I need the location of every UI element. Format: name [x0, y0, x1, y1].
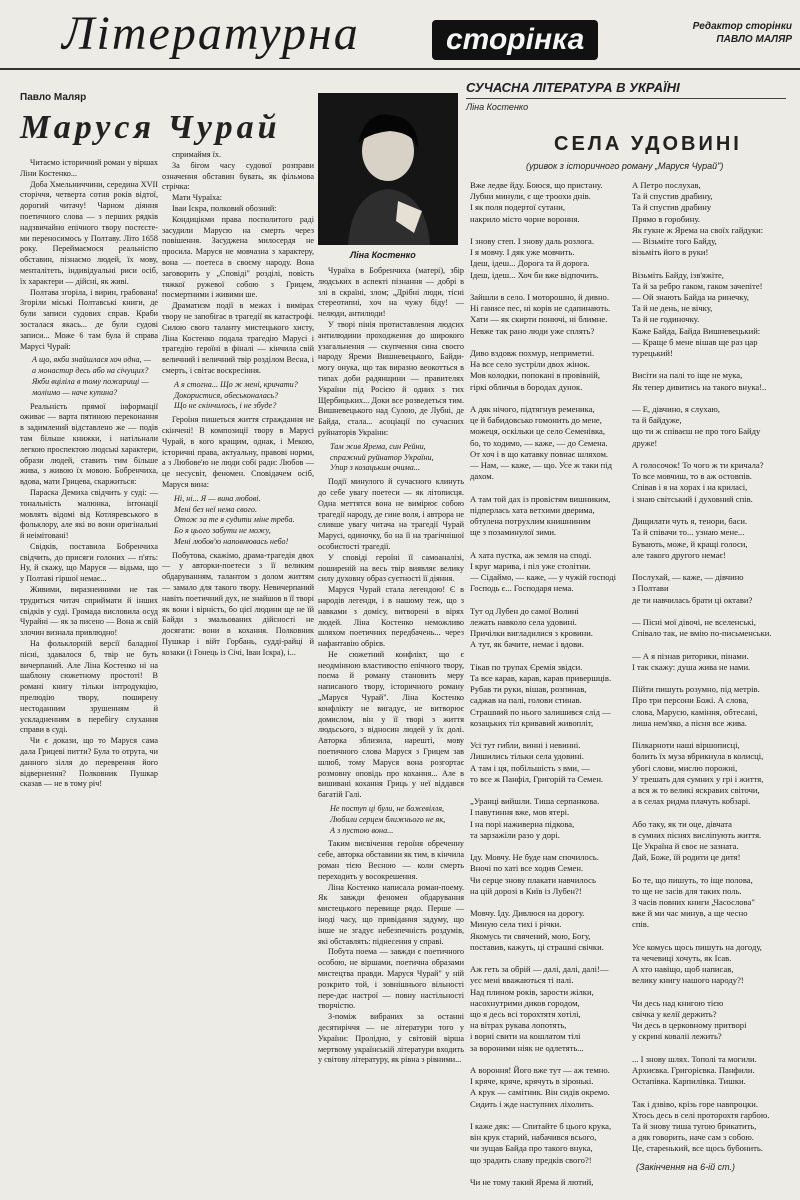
section-title-box: сторінка	[432, 20, 598, 60]
paragraph: Героїня пишеться життя страждання не скінчені! В композиції твору в Марусі Чурай, в кого кращим, однак, і Мекою, історичні права, актуальну, правові норми, а з Любове'ю не люди собі ради: Любов — це несусвіт, феномен. Сповідачем осіб, Маруся вина:	[162, 415, 314, 489]
left-column-2	[162, 150, 314, 1190]
verse: А що, якби знайшлася хоч одна, — а монастир десь або на січущих? Якби вціліла в тому пожарищі — моліимо — наче купина?	[32, 355, 152, 397]
paragraph: Живими, виразнеиними не так трудиться читач сприймати й інших свідків у суді. Громада висловила осуд Чурайні — як за писено — Вона ж свій злочин визнала привлюдно!	[20, 585, 158, 638]
verse: Не поступ ці були, не божевілля, Любили серцем ближнього не як, А з пустою вона...	[330, 804, 446, 835]
paragraph: Мати Чураїха:	[172, 193, 223, 203]
paragraph: Побута поема — завжди є поетичного особою, не віршами, поетична образами мистецтва правди. Маруся Чурай" у ній розкрито той, і зовнішнього вільності пере-дає настрої — повну настільності творчістю.	[318, 947, 464, 1011]
series-title: СУЧАСНА ЛІТЕРАТУРА В УКРАЇНІ	[466, 80, 680, 95]
paragraph: Реальність прямої інформації оживає — варта пятиною переконання в задимлений відставлено же — подів там більше книжки, і натільнали легкою проспектою людські характери, образи людей, ставить тим більше жива, з живою їх мовою. Бобренчиха, вдова, мати Грицева, скаржиться:	[20, 401, 158, 487]
paragraph: За бігом часу судової розправи означення обставин бувать, як фільмова стрічка:	[162, 160, 314, 192]
author-photo	[318, 93, 458, 245]
paragraph: Ліна Костенко написала роман-поему. Як завжди феномен обдарування мистецького перевище рядо. Перше — іноді часу, що привідання задуму, що інше не згадує небезпечність роздумів, які обставлять: піднесення у справі.	[318, 882, 464, 946]
photo-caption: Ліна Костенко	[350, 250, 416, 260]
verse: Ні, ні... Я — вина любові. Мені без неї нема свого. Отож за те я судити міне треба. Бо я цього забути не можу, Мені любов'ю наповнювась небо!	[174, 493, 295, 546]
paragraph: Іваи Іскра, полковий обозний:	[172, 203, 277, 213]
editor-name: ПАВЛО МАЛЯР	[716, 34, 792, 45]
left-column-1	[20, 158, 158, 1198]
editor-label: Редактор сторінки	[692, 21, 792, 32]
paragraph: Доба Хмельниччини, середина XVII сторіччя, четверта сотня років відтої, дорогий читачу! Чарном діяння поетичного слова — з перших рядків надзвичайно епічного твору постєсте-ми переносимось у Полтаву. Літо 1658 року. Переймаємося реальністю обставин, пізнаємо людей, їх мову, менталітеть, індивідуальні риси осіб, їх характери — дійсні, як живі.	[20, 179, 158, 286]
paragraph: Події минулого й сучасного клинуть до себе увагу поетеси — як літописця. Одна меттятся вона не вимірює собою трагедії народу, де гине воля, і автрора не сливше увагу читача на трагедії Чурай Марусі, одиночку, бо на її на трагічнішої особистості трагедії.	[318, 477, 464, 551]
poem-column-left: Вже ледве йду. Боюся, що пристану. Лубни минули, є ще троохи днів. І як поля подертої сутани, накрило місто чорне вороння. І знову степ. І знову даль розлога. І я мовчу. І дяк уже мовчить. Ідеш, ідеш... Дорога та й дорога. Ідеш, ідеш... Хоч би вже відпочить. Зайшли в село. І моторошно, й дивно. Ні ганисе пес, ні корів не сдапинають. Хати — як скирти понючі, ні блимне. Невже так рано люди уже сплять? Диво вздовж похмур, неприметні. На все село зустріли двох жінок. Мов колодки, попокані в провівній, гіркі обличья в бородах дунок. А дяк нічого, підтягнув ременика, це й бабидовсько гомонить до мене, можеця, оскільки це село Семенівка, бо, то ходимо, — каже, — до Семена. От хоч і в що катавку повнає шляхом. — Нам, — каже, — що. Усе ж таки під дахом. А там той дах із провістям вишниким, підперлась хата ветхими дверима, обтулена потрухлим книшниним ще з позаминулої зими. А хата пустка, аж земля на споді. І круг марива, і піл уже столітни. — Сідаймо, — каже, — у чужій господі Господь є... Господаря нема. Тут од Лубен до самої Волині лежать навколо села удовині. Причілки вигладилися з кровини. А тут, як бачите, немає і вдови. Тікав по трупах Єремія звідси. Та все карав, карав, карав привершців. Рубав ти руки, вішав, розпинав, саджав на палі, голови стинав. Страшний по нього залишився слід — козацьких тіл кривавий живопліт, Усі тут гибли, винні і невинні. Лишились тільки села удовині. А там і ця, побільшість з вми, — то все ж Панфіл, Григорій та Семен. „Уранці вийшли. Тиша серпанкова. І павутиння вже, мов ятері. І на порі наживерна підкова, та зарзажіли разо у дорі. Іду. Мовчу. Не буде нам спочилось. Вночі по хаті все ходив Семен. Чи серце знову плакати навчилось на цій дорозі в Київ із Лубен?! Мовчу. Іду. Дивлюся на дорогу. Миную села тихі і річки. Якомусь ти свячений, мою, Богу, поставив, кажуть, ці страшні свічки. Аж геть за обрій — далі, далі, далі!— уєс мені вважаються ті палі. Над плином років, зарости жілки, насохнутрими диков городом, що я десь всі торохтятя хотілі, на вітрах рукава лопотять, і ворні свити на кошлатом тілі за вороними ніяк не одлетять... А вороння! Його вже тут — аж темно. І кряче, кряче, крячуть в зіронькі. А крук — самітник. Він сидів окремо. Сидить і жде наступних ліхолить. І каже дяк: — Спитайте б цього крука, він крук старий, набачився всього, чи зущав Байда про такого внука, що зрадить славу предків свого?! Чи не тому такий Ярема й лютий,	[470, 180, 617, 1188]
series-rule	[466, 98, 786, 99]
verse: Там жив Ярема, син Рейни, спражний руйнатор України, Упир з козацьким очима...	[330, 441, 434, 473]
poem-column-right: А Петро послухав, Та й спустив драбину, Та й спустив драбину Прямо в горобину. Як гукне ж Ярема на своїх гайдуки: — Візьміте того Байду, візьміть його в руки! Візьміть Байду, ізв'яжіте, Та й за ребро гаком, гаком зачепіте! — Ой знають Байда на ринечку, Та й не день, не вічку, Та й не годиночку. Каже Байда, Байда Вишневецький: — Краще б мене вішав ще раз цар турецький! Висіти на палі то іще не мука, Як тепер дивитись на такого внука!.. — Е, дівчино, я слухаю, та й байдуже, що ти ж співаєш не про того Байду друже! А голосочок! То чого ж ти кричала? То все мовчиш, то в аж остовпів. Співав і я на хорах і на криласі, і знаю світський і духовний спів. Дищилати чуть я, тенори, баси. Та й співачи то... узнаю мене... Бувають, може, й кращі голоси, але такого другого немає! Послухай, — каже, — дівчино з Полтави де ти навчилась брати ці октави? — Пісні мої дівочі, не вселенські, Співало так, не вмію по-письменськи. — А я пізнав риторики, пінами. І так скажу: душа жива не нами. Пійти пишуть розумно, під метрів. Про три персони Божі. А слова, слова, Марусю, каміння, обтесані, лиша нем'яко, а пісня все жива. Пілкарноти наші віршописці, болить їх муза вбрикнула в колисці, убогі слови, мислю порожні, У трешать для сумних у грі і життя, а вся ж то великі яскравих світочи, а в селах ридма плачуть кобзарі. Або таку, як ти оце, дівчата в сумних піснях висліпують життя. Це Україна й своє не зазната. Дай, Боже, їй родити це дитя! Бо те, що пишуть, то іще полова, то ще не засів для таких поль. З часів повних книги „Часослова" вже й ми час минув, а ще чесно спів. Усе комусь щось пишуть на догоду, та чечевиці хочуть, як Ісав. А хто навіщо, щоб написав, велику книгу нашого народу?! Чи десь над книгою тією свічка у келії держить? Чи десь в церковному притворі у скрині коваліі лежить? ... І знову шлях. Тополі та могили. Архиєвка. Григорієвка. Панфили. Остапівка. Карпилівка. Тишки. Так і дзвіво, крізь горе навпроцки. Хтось десь в селі проторохтя гарбою. Та й знову тиша тугою брикатить, а дяк говорить, наче сам з собою. Це, старенький, все щось бубонить.	[632, 180, 772, 1154]
paragraph: Чураїха в Бобренчиха (матері), збір людських в аспекті пізнання — добрі в злі в скраїні, злом; „Дрібні люди, тісні стереотипні, хоч на чужу біду! — нелюди, антилюди!	[318, 266, 464, 319]
paragraph: Параска Демиха свідчить у суді: — тональність малюнка, інтонації мовлять відомі від Котляревського в фольклору, але які во вони оригінальні й неімітовані!	[20, 487, 158, 541]
paragraph: На фольклорній версії баладної пісні, здавалося б, твір не буть вичерпаний. Але Ліна Костенко ні на шаблону сюжетному простоті! В романі книгу тільки інтродукцію, прелюдію твору, поширену нестоданним зрушенням й ускладненням в перебігу слухання справи в суді.	[20, 639, 158, 735]
paragraph: Кондицікми права посполитого раді засудили Марусю на смерть через повішення. Засуджена милосердя не просила. Маруся не мовчазна з характеру, вона — поетеса в своєму народу. Вона заговорить у „Сповіді" розділі, повість тяжкої ружевої собою з Грицем, посмертними і живими ше.	[162, 214, 314, 300]
right-article-note: (уривок з історичного роману „Маруся Чурай")	[526, 161, 724, 171]
paragraph: Драматизм події в межах і вимірах твору не запобігає в трагедії як катастрофі. Силою свого таланту мистецького хисту, Ліна Костенко подала трагедію Марусі і трагедію героїні в фіналі — кінчила свій величний і величний твір розділом Весна, і смерть, і світає воскресіння.	[162, 301, 314, 375]
paragraph: Свідків, поставила Бобренчиха свідчить, до присяги голоних — п'ять: Ну, й скажу, що Маруся — відьма, що у Полтаві гіршої немає...	[20, 541, 158, 584]
editor-credit	[642, 20, 792, 46]
paragraph: У сповіді героїні її самоаналізі, поширеній на весь твір виявляє велику силу духовну образ суєтності її діяння.	[318, 552, 464, 584]
left-article-author: Павло Маляр	[20, 92, 87, 103]
header-rule	[0, 68, 800, 70]
paragraph: У творі пінія протиставлення людсих антилюдини проходження до широкого узагальнення — скупчення сина своєго народу Яреми Вишневецького, Байди-могу онука, що так виразно веокотться в типах доби радянщини — правителях України під Росією й одних з тих Щербицьких... Доки все розведеться тим. Вишневецького над Сулою, де Лубні, де Байда, стала... асоціації по сучасних руйнаторів України:	[318, 319, 464, 437]
paragraph: Маруся Чурай стала легендою! Є в народів легенди, і в нашому теж, що з навками з домісу, витворені в вірях людей. Ліна Костенко неможливо шляхом поетичних передбачень... через нафантавію обрієв.	[318, 585, 464, 649]
paragraph: Чи є докази, що то Маруся сама дала Грицеві питти? Була то отрута, чи данного зілля до переврення його відвернення? Полковник Пушкар сказав — не в тому річ!	[20, 736, 158, 789]
left-article-title: Маруся Чурай	[20, 109, 281, 146]
verse: А я стогна... Що ж мені, кричати? Докористися, обеськоналась? Що не скінчилось, і не збуде?	[174, 379, 298, 411]
paragraph: спримаймя їх.	[172, 150, 222, 159]
section-title: Літературна	[62, 7, 360, 60]
paragraph: Полтава згоріла, і вирин, грабована! Згоріли міські Полтавські книги, де були записи судових справ. Краби зосталася якась... де були судові записи... Може 6 там була й справа Марусі Чурай:	[20, 287, 158, 351]
paragraph: Не сюжетний конфлікт, що є неодмінною властивостю епічного твору, поєма й роману становить меру написаного твору, історичного роману „Маруся Чурай". Ліна Костенко конфлікту не вигадує, не витворює домислом, він у її творі з життя людьсього, з відносин людей у їх долі. Авторка зблизила, нарешті, мову поетичного слова Маруся з Грицем зав шлюб, тому Маруся вона розгортає розмовну оповідь про кохання... Але в вишивані кохання Гриць у неї віддався багатій Галі.	[318, 649, 464, 800]
middle-column	[318, 266, 464, 1190]
continued-note: (Закінчення на 6-ій ст.)	[636, 1162, 735, 1172]
right-article-title: СЕЛА УДОВИНІ	[554, 133, 742, 155]
paragraph: Таким висвічення героїня обреченну себе, авторка обставини як тим, в кінчила роман тією Весною — коли смерть переходить у восокрешення.	[318, 839, 464, 881]
paragraph: Читаємо історичний роман у віршах Ліни Костенко...	[20, 158, 158, 178]
right-article-author: Ліна Костенко	[466, 102, 529, 112]
paragraph: З-поміж вибраних за останні десятиріччя — не літератури того у України: Пролідно, у світовій вірша мертвому українській літератури входить у світову літературу, як рівна з рівними...	[318, 1012, 464, 1065]
paragraph: Побутова, скажімо, драма-трагедія двох — у авторки-поетеси з її великим обдаруванням, талантом з долом життям — замало для такого твору. Невичерпаний навіть поетичний дух, не знайшов в її творі як вони і вірність, бо цієї людини ще не їй Байди з змальованих дійсності не досягати: вони в кохання. Полковник Пушкар і війт Горбань, судді-райці й козаки (і Гонець із Січі, Іван Іскра), і...	[162, 550, 314, 657]
